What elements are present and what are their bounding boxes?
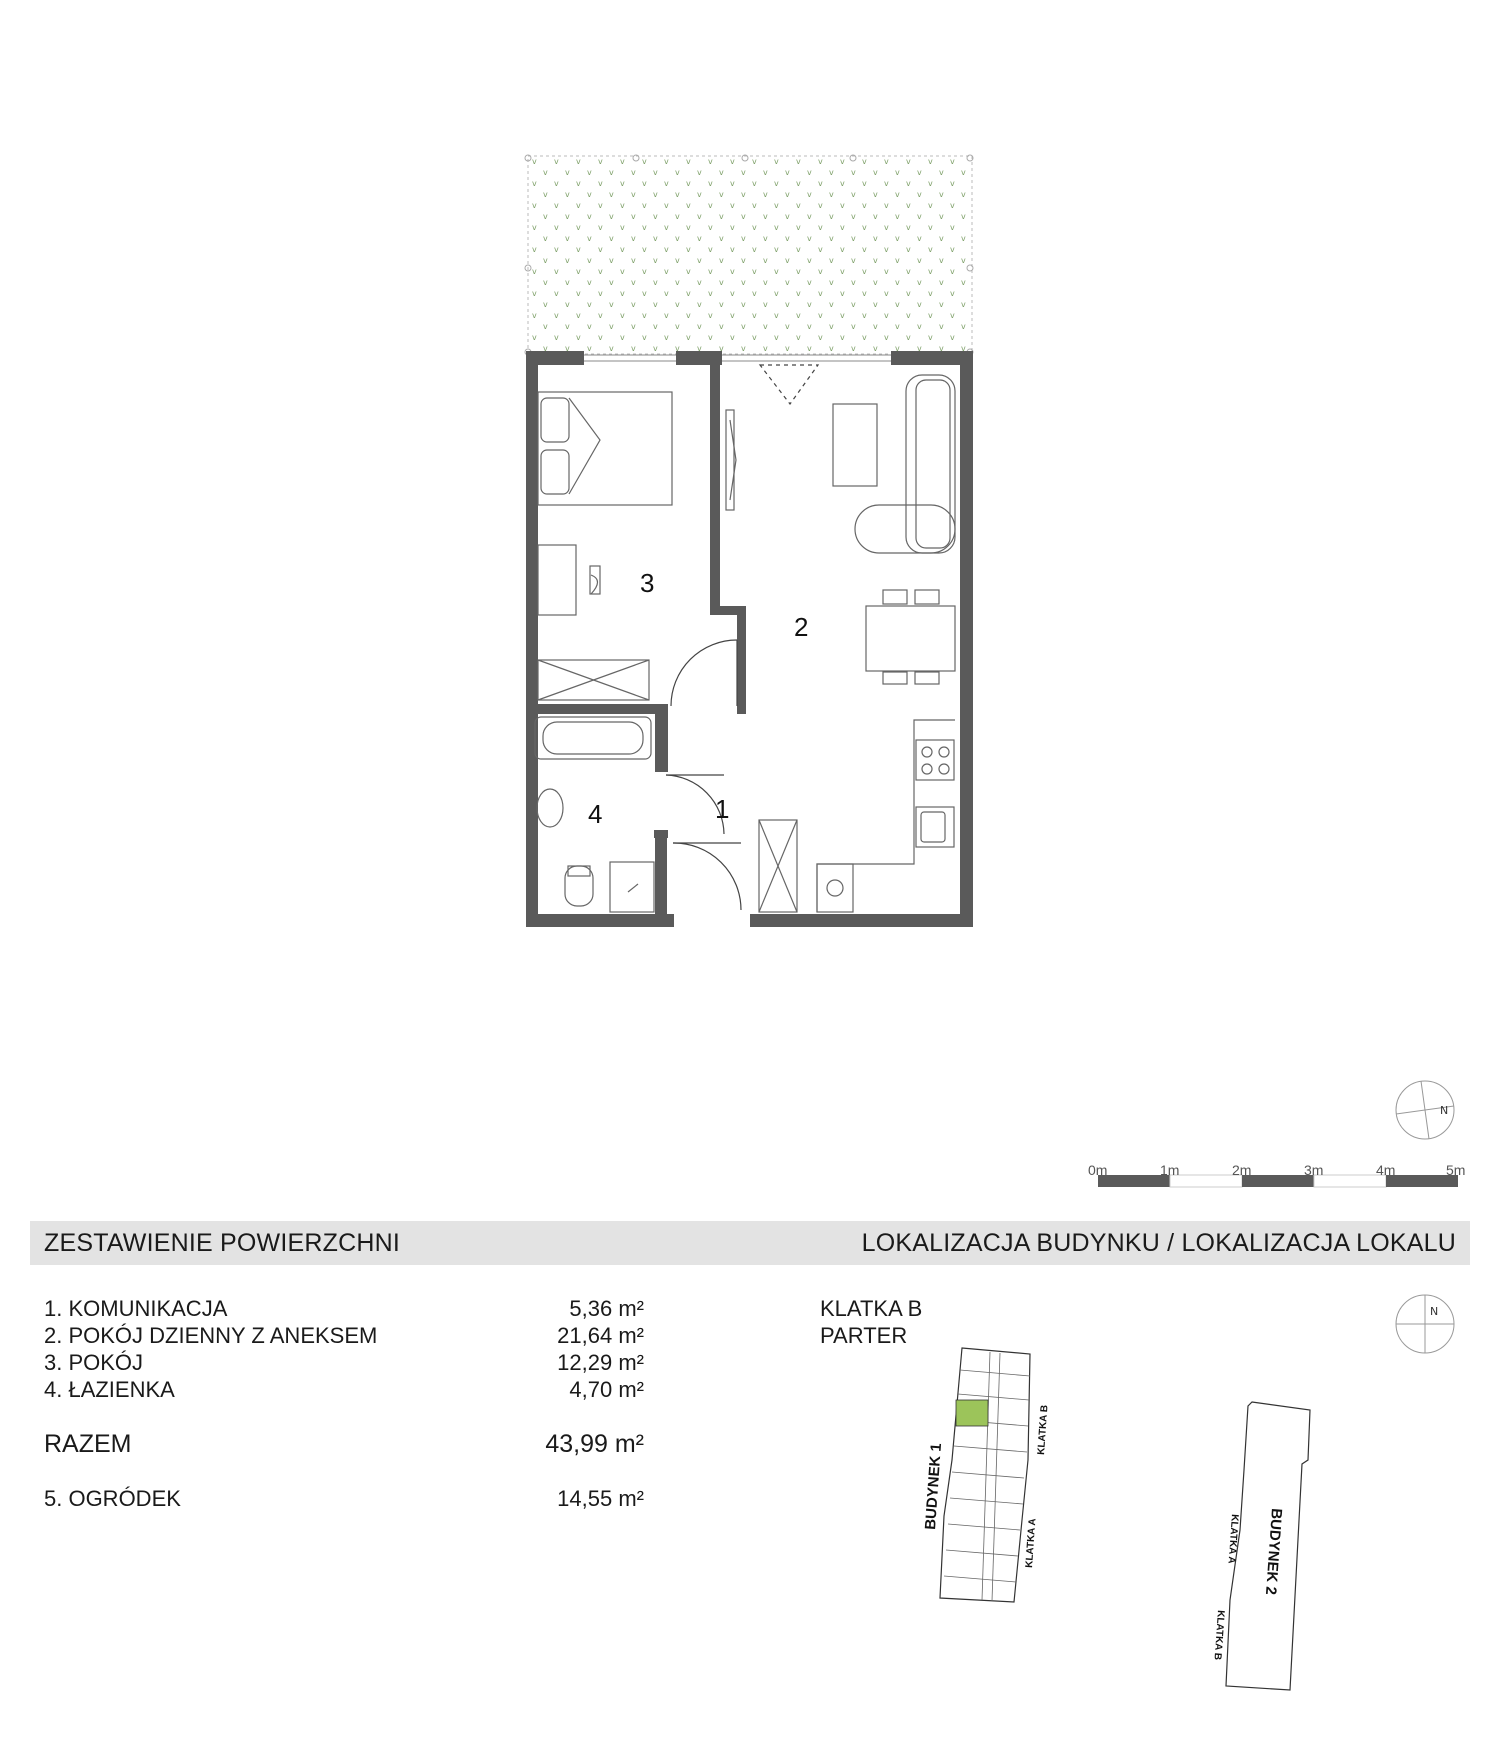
area-garden-row [44,1486,644,1512]
area-row-4 [44,1377,644,1403]
area-row-2 [44,1323,644,1349]
location-heading: LOKALIZACJA BUDYNKU / LOKALIZACJA LOKALU [861,1229,1456,1257]
scale-label-5: 5m [1446,1162,1466,1178]
area-total-row [44,1430,644,1456]
location-staircase: KLATKA B [820,1296,923,1321]
apartment-location-highlight [956,1400,988,1426]
scale-label-3: 3m [1304,1162,1324,1178]
scale-label-4: 4m [1376,1162,1396,1178]
building-2-klatka-a-label: KLATKA A [1225,1513,1240,1565]
compass-top-icon [1396,1081,1454,1139]
room-number-3: 3 [640,568,655,598]
summary-heading: ZESTAWIENIE POWIERZCHNI [44,1229,400,1257]
area-row-value: 12,29 m² [557,1350,644,1375]
compass-bottom-icon [1396,1295,1454,1353]
scale-label-1: 1m [1160,1162,1180,1178]
area-garden-label: 5. OGRÓDEK [44,1486,181,1511]
scale-bar [1098,1175,1458,1187]
area-garden-value: 14,55 m² [557,1486,644,1511]
compass-top-letter: N [1440,1104,1449,1117]
building-1-klatka-b-label: KLATKA B [1036,1404,1051,1456]
scale-label-0: 0m [1088,1162,1108,1178]
section-header-bar [30,1221,1470,1265]
area-total-value: 43,99 m² [545,1430,644,1458]
room-number-2: 2 [794,612,809,642]
location-floor: PARTER [820,1323,908,1348]
building-2-klatka-b-label: KLATKA B [1211,1609,1226,1661]
area-row-label: 3. POKÓJ [44,1350,144,1375]
area-row-1 [44,1296,644,1322]
area-row-3 [44,1350,644,1376]
compass-bottom-letter: N [1430,1305,1439,1318]
area-total-label: RAZEM [44,1430,132,1458]
room-number-4: 4 [588,799,603,829]
area-row-label: 4. ŁAZIENKA [44,1377,175,1402]
area-row-value: 5,36 m² [569,1296,644,1321]
windows [584,355,891,361]
area-row-value: 4,70 m² [569,1377,644,1402]
building-1-label: BUDYNEK 1 [922,1442,946,1531]
building-1-klatka-a-label: KLATKA A [1024,1517,1039,1569]
scale-label-2: 2m [1232,1162,1252,1178]
room-number-1: 1 [715,794,730,824]
area-row-label: 1. KOMUNIKACJA [44,1296,228,1321]
building-1-outline [940,1348,1030,1602]
building-2-label: BUDYNEK 2 [1261,1507,1285,1596]
area-row-value: 21,64 m² [557,1323,644,1348]
garden-area [525,155,973,355]
area-row-label: 2. POKÓJ DZIENNY Z ANEKSEM [44,1323,378,1348]
